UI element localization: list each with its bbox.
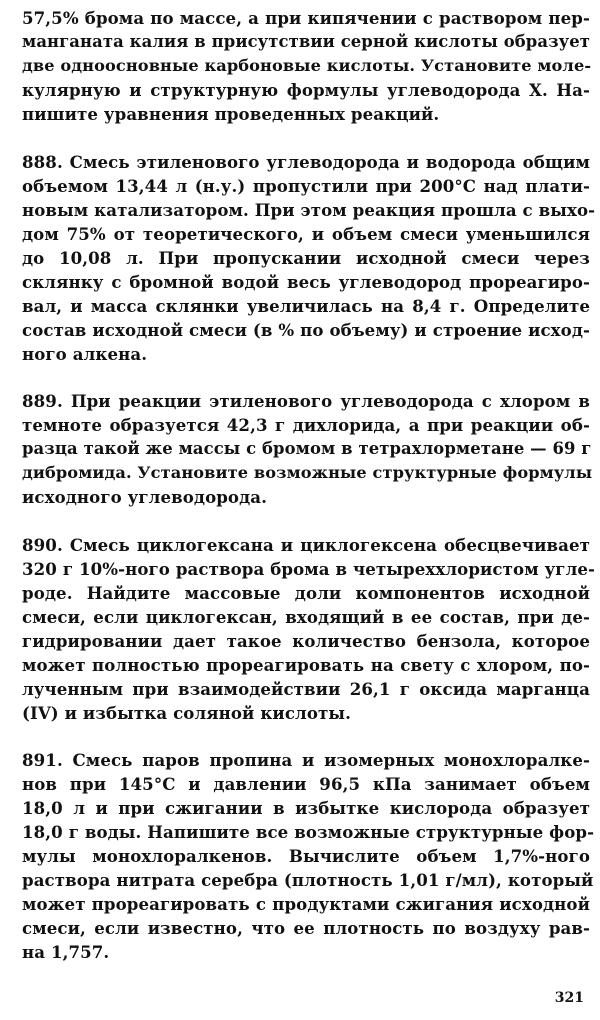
problem-891 xyxy=(22,748,595,964)
text-line: смеси, если циклогексан, входящий в ее состав, при де- xyxy=(22,606,590,627)
text-line: манганата калия в присутствии серной кислоты образует xyxy=(22,32,590,51)
text-line: две одноосновные карбоновые кислоты. Установите моле- xyxy=(22,56,592,75)
text-line: 320 г 10%-ного раствора брома в четыреххлористом угле- xyxy=(22,558,596,579)
text-line: раствора нитрата серебра (плотность 1,01 г/мл), который xyxy=(22,870,594,890)
page-number: 321 xyxy=(554,990,584,1006)
text-line xyxy=(22,748,590,772)
text-span: Смесь этиленового углеводорода и водорода общим xyxy=(62,151,590,172)
text-line: новым катализатором. При этом реакция прошла с выхо- xyxy=(22,199,596,220)
text-span: При реакции этиленового углеводорода с хлором в xyxy=(62,391,590,411)
text-line xyxy=(22,150,590,174)
text-line: может полностью прореагировать на свету с хлором, по- xyxy=(22,654,590,675)
text-line: лученным при взаимодействии 26,1 г оксида марганца xyxy=(22,678,590,699)
problem-number: 891. xyxy=(22,750,63,770)
text-line: темноте образуется 42,3 г дихлорида, а при реакции об- xyxy=(22,415,590,435)
text-line: исходного углеводорода. xyxy=(22,487,267,507)
text-span: Смесь паров пропина и изомерных монохлоралке- xyxy=(62,750,590,770)
text-line: мулы монохлоралкенов. Вычислите объем 1,7%-ного xyxy=(22,846,590,866)
intro-paragraph xyxy=(22,6,590,126)
text-line: 57,5% брома по массе, а при кипячении с раствором пер- xyxy=(22,8,590,28)
text-line: кулярную и структурную формулы углеводорода X. На- xyxy=(22,80,590,100)
text-span: Смесь циклогексана и циклогексена обесцвечивает xyxy=(62,534,590,555)
problem-890 xyxy=(22,533,596,725)
text-line: пишите уравнения проведенных реакций. xyxy=(22,104,440,124)
text-line: склянку с бромной водой весь углеводород прореагиро- xyxy=(22,271,590,292)
text-line: на 1,757. xyxy=(22,942,110,962)
problem-number: 889. xyxy=(22,391,63,411)
text-line: роде. Найдите массовые доли компонентов исходной xyxy=(22,582,590,603)
text-line: дибромида. Установите возможные структурные формулы xyxy=(22,463,593,482)
problem-888 xyxy=(22,150,596,366)
problem-number: 888. xyxy=(22,151,63,172)
text-line: дом 75% от теоретического, и объем смеси уменьшился xyxy=(22,223,590,244)
text-line: (IV) и избытка соляной кислоты. xyxy=(22,702,351,723)
text-line xyxy=(22,533,590,557)
text-line: нов при 145°С и давлении 96,5 кПа занимает объем xyxy=(22,774,590,794)
text-line: гидрировании дает такое количество бензола, которое xyxy=(22,630,590,651)
text-line: ного алкена. xyxy=(22,343,148,364)
text-line xyxy=(22,389,590,413)
document-page xyxy=(22,6,596,964)
text-line: вал, и масса склянки увеличилась на 8,4 г. Определите xyxy=(22,295,590,316)
problem-889 xyxy=(22,389,593,509)
text-line: 18,0 г воды. Напишите все возможные структурные фор- xyxy=(22,822,595,842)
text-line: разца такой же массы с бромом в тетрахлорметане — 69 г xyxy=(22,439,592,458)
text-line: состав исходной смеси (в % по объему) и строение исход- xyxy=(22,319,590,340)
text-line: 18,0 л и при сжигании в избытке кислорода образует xyxy=(22,798,590,818)
text-line: до 10,08 л. При пропускании исходной смеси через xyxy=(22,247,590,268)
text-line: смеси, если известно, что ее плотность по воздуху рав- xyxy=(22,918,590,938)
text-line: объемом 13,44 л (н.у.) пропустили при 200°С над плати- xyxy=(22,175,590,196)
text-line: может прореагировать с продуктами сжигания исходной xyxy=(22,894,590,914)
problem-number: 890. xyxy=(22,534,63,555)
